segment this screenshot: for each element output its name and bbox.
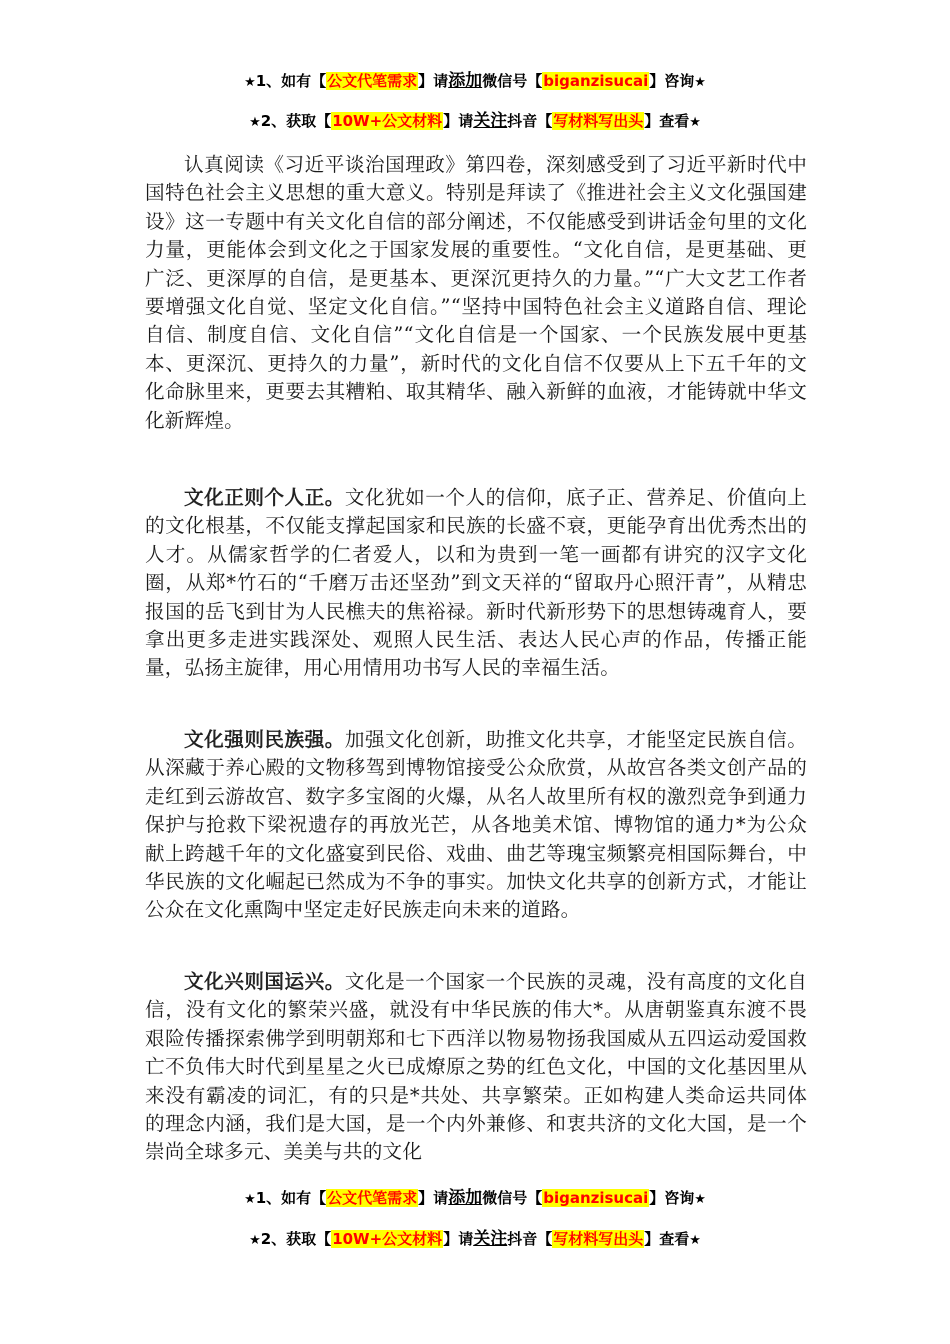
star-icon: ★ <box>249 1233 261 1248</box>
star-icon: ★ <box>689 1233 701 1248</box>
paragraph-text: 加强文化创新，助推文化共享，才能坚定民族自信。从深藏于养心殿的文物移驾到博物馆接受公众欣赏，从故宫各类文创产品的走红到云游故宫、数字多宝阁的火爆，从名人故里所有权的激烈竞争到通力保护与抢救下梁祝遗存的再放光芒，从各地美术馆、博物馆的通力*为公众献上跨越千年的文化盛宴到民俗、戏曲、曲艺等瑰宝频繁亮相国际舞台，中华民族的文化崛起已然成为不争的事实。加快文化共享的创新方式，才能让公众在文化熏陶中坚定走好民族走向未来的道路。 <box>145 728 807 922</box>
promo-text: 抖音【 <box>507 1230 553 1248</box>
paragraph-text: 文化是一个国家一个民族的灵魂，没有高度的文化自信，没有文化的繁荣兴盛，就没有中华民族的伟大*。从唐朝鉴真东渡不畏艰险传播探索佛学到明朝郑和七下西洋以物易物扬我国威从五四运动爱国救亡不负伟大时代到星星之火已成燎原之势的红色文化，中国的文化基因里从来没有霸凌的词汇，有的只是*共处、共享繁荣。正如构建人类命运共同体的理念内涵，我们是大国，是一个内外兼修、和衷共济的文化大国，是一个崇尚全球多元、美美与共的文化 <box>145 970 807 1164</box>
promo-text: 】请 <box>418 1189 449 1207</box>
promo-text: 1、如有【 <box>255 1189 327 1207</box>
promo-highlight-douyin-id: 写材料写出头 <box>553 1230 644 1248</box>
promo-text: 2、获取【 <box>260 112 332 130</box>
paragraph-lead: 文化兴则国运兴。 <box>184 970 345 993</box>
promo-highlight: 10W+公文材料 <box>332 112 443 130</box>
promo-highlight: 公文代笔需求 <box>327 72 418 90</box>
promo-highlight: 公文代笔需求 <box>327 1189 418 1207</box>
promo-text: 抖音【 <box>507 112 553 130</box>
star-icon: ★ <box>694 1192 706 1207</box>
promo-underlined: 关注 <box>473 1229 508 1249</box>
footer-promo-line-2 <box>0 1228 950 1252</box>
promo-text: 】咨询 <box>649 72 695 90</box>
promo-underlined: 添加 <box>448 71 483 91</box>
paragraph-lead: 文化正则个人正。 <box>184 486 345 509</box>
paragraph-text: 认真阅读《习近平谈治国理政》第四卷，深刻感受到了习近平新时代中国特色社会主义思想的重大意义。特别是拜读了《推进社会主义文化强国建设》这一专题中有关文化自信的部分阐述，不仅能感受到讲话金句里的文化力量，更能体会到文化之于国家发展的重要性。“文化自信，是更基础、更广泛、更深厚的自信，是更基本、更深沉更持久的力量。”“广大文艺工作者要增强文化自觉、坚定文化自信。”“坚持中国特色社会主义道路自信、理论自信、制度自信、文化自信”“文化自信是一个国家、一个民族发展中更基本、更深沉、更持久的力量”，新时代的文化自信不仅要从上下五千年的文化命脉里来，更要去其糟粕、取其精华、融入新鲜的血液，才能铸就中华文化新辉煌。 <box>145 153 807 432</box>
promo-highlight-douyin-id: 写材料写出头 <box>553 112 644 130</box>
paragraph-lead: 文化强则民族强。 <box>184 728 345 751</box>
promo-text: 】请 <box>443 1230 474 1248</box>
header-promo-line-2 <box>0 110 950 134</box>
promo-text: 】查看 <box>644 112 690 130</box>
promo-text: 】查看 <box>644 1230 690 1248</box>
star-icon: ★ <box>689 115 701 130</box>
article-paragraph-culture-country <box>145 968 807 1167</box>
paragraph-text: 文化犹如一个人的信仰，底子正、营养足、价值向上的文化根基，不仅能支撑起国家和民族的长盛不衰，更能孕育出优秀杰出的人才。从儒家哲学的仁者爱人，以和为贵到一笔一画都有讲究的汉字文化圈，从郑*竹石的“千磨万击还坚劲”到文天祥的“留取丹心照汗青”，从精忠报国的岳飞到甘为人民樵夫的焦裕禄。新时代新形势下的思想铸魂育人，要拿出更多走进实践深处、观照人民生活、表达人民心声的作品，传播正能量，弘扬主旋律，用心用情用功书写人民的幸福生活。 <box>145 486 807 680</box>
promo-text: 2、获取【 <box>260 1230 332 1248</box>
promo-text: 1、如有【 <box>255 72 327 90</box>
promo-underlined: 关注 <box>473 111 508 131</box>
star-icon: ★ <box>694 75 706 90</box>
promo-highlight-wechat-id: biganzisucai <box>543 72 649 90</box>
article-paragraph-culture-nation <box>145 726 807 925</box>
promo-highlight-wechat-id: biganzisucai <box>543 1189 649 1207</box>
star-icon: ★ <box>249 115 261 130</box>
promo-highlight: 10W+公文材料 <box>332 1230 443 1248</box>
promo-text: 】咨询 <box>649 1189 695 1207</box>
promo-underlined: 添加 <box>448 1188 483 1208</box>
star-icon: ★ <box>244 75 256 90</box>
footer-promo-line-1 <box>0 1187 950 1211</box>
promo-text: 】请 <box>418 72 449 90</box>
header-promo-line-1 <box>0 70 950 94</box>
star-icon: ★ <box>244 1192 256 1207</box>
promo-text: 微信号【 <box>482 72 543 90</box>
promo-text: 微信号【 <box>482 1189 543 1207</box>
promo-text: 】请 <box>443 112 474 130</box>
article-paragraph-culture-individual <box>145 484 807 683</box>
article-paragraph-intro <box>145 151 807 435</box>
